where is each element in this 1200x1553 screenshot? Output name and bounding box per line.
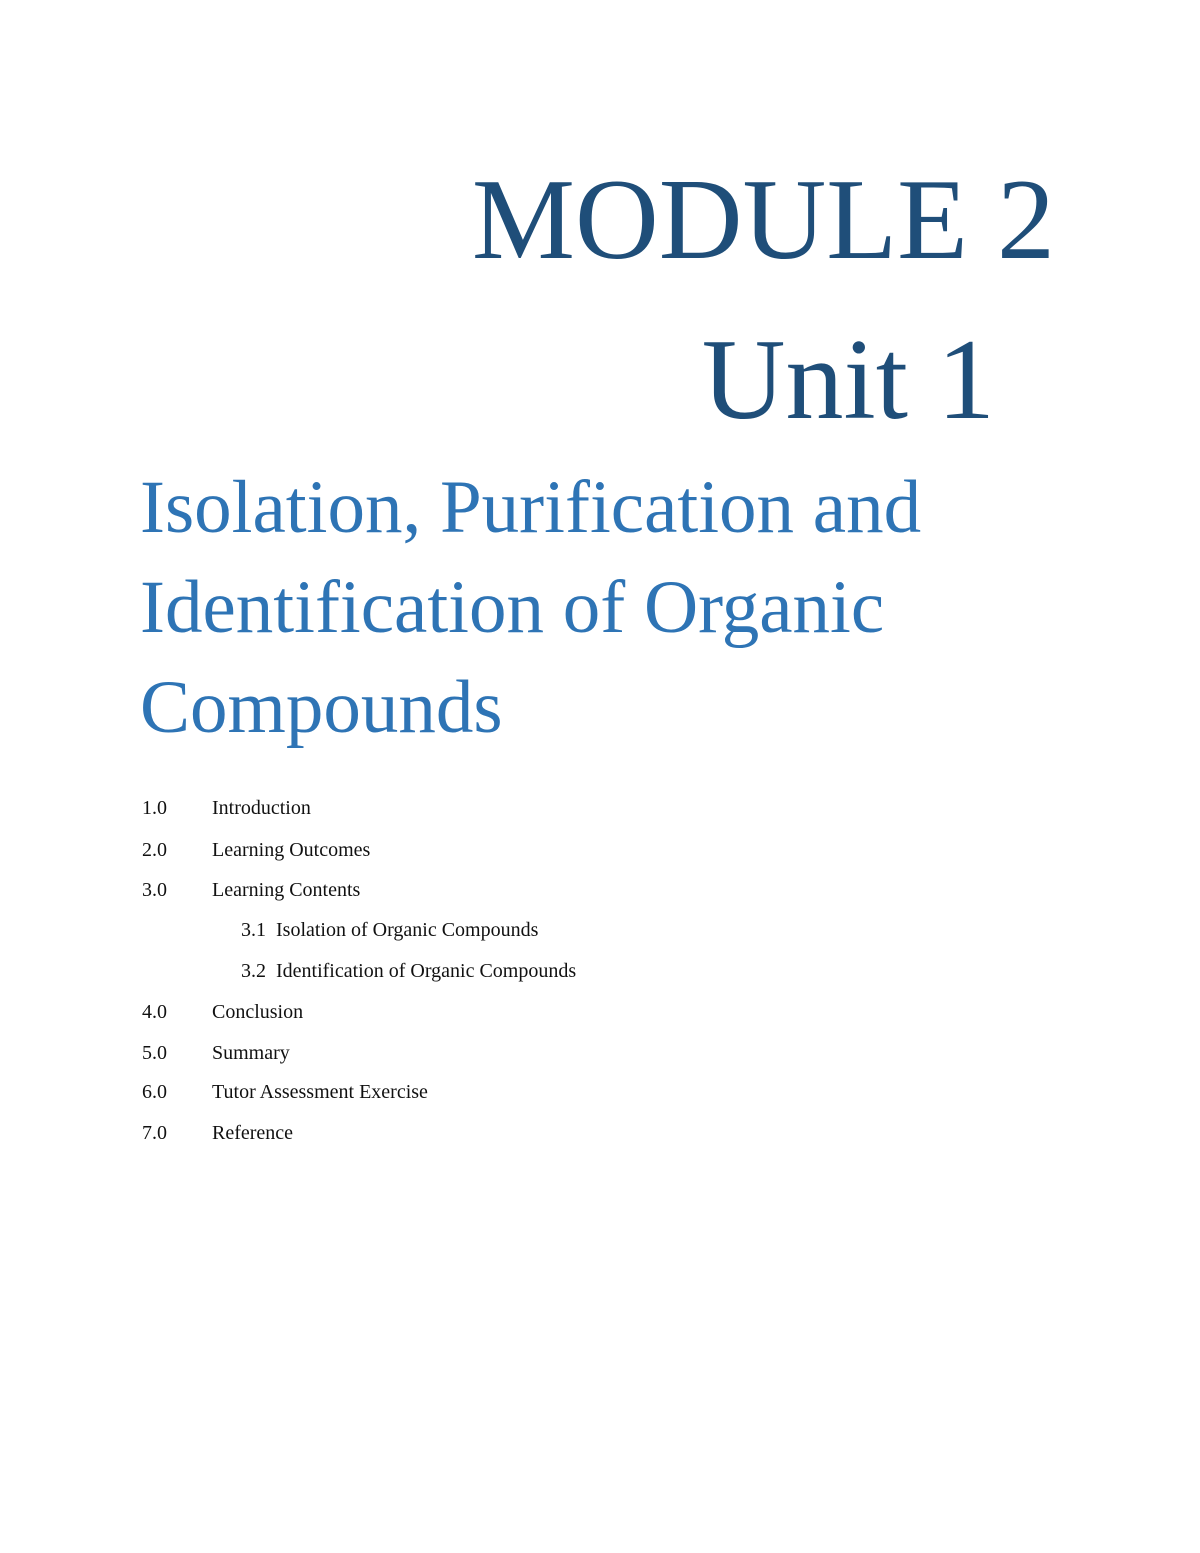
toc-entry (142, 877, 360, 903)
toc-entry-number: 4.0 (142, 1001, 167, 1023)
toc-entry-label: Introduction (212, 797, 311, 819)
toc-entry-label: Conclusion (212, 1001, 304, 1023)
unit-subject-line: Isolation, Purification and (140, 466, 922, 549)
unit-title: Unit 1 (701, 316, 995, 444)
toc-entry-label: Identification of Organic Compounds (276, 960, 577, 982)
toc-subentry (241, 958, 576, 984)
toc-entry-label: Learning Contents (212, 879, 361, 901)
toc-entry-number: 2.0 (142, 839, 167, 861)
toc-entry (142, 999, 303, 1025)
toc-entry (142, 1120, 293, 1146)
toc-entry-number: 3.2 (241, 960, 266, 982)
unit-subject-line: Compounds (140, 666, 503, 749)
toc-entry-label: Tutor Assessment Exercise (212, 1081, 428, 1103)
toc-entry (142, 795, 311, 821)
toc-entry-number: 3.0 (142, 879, 167, 901)
module-title: MODULE 2 (471, 156, 1055, 284)
toc-entry (142, 1079, 428, 1105)
toc-entry-number: 7.0 (142, 1122, 167, 1144)
toc-entry-number: 5.0 (142, 1042, 167, 1064)
unit-subject-line: Identification of Organic (140, 566, 885, 649)
toc-entry-label: Isolation of Organic Compounds (276, 919, 539, 941)
toc-entry-label: Learning Outcomes (212, 839, 371, 861)
toc-subentry (241, 917, 538, 943)
toc-entry (142, 837, 370, 863)
toc-entry-label: Reference (212, 1122, 294, 1144)
toc-entry-number: 1.0 (142, 797, 167, 819)
toc-entry (142, 1040, 290, 1066)
toc-entry-number: 3.1 (241, 919, 266, 941)
toc-entry-label: Summary (212, 1042, 290, 1064)
toc-entry-number: 6.0 (142, 1081, 167, 1103)
